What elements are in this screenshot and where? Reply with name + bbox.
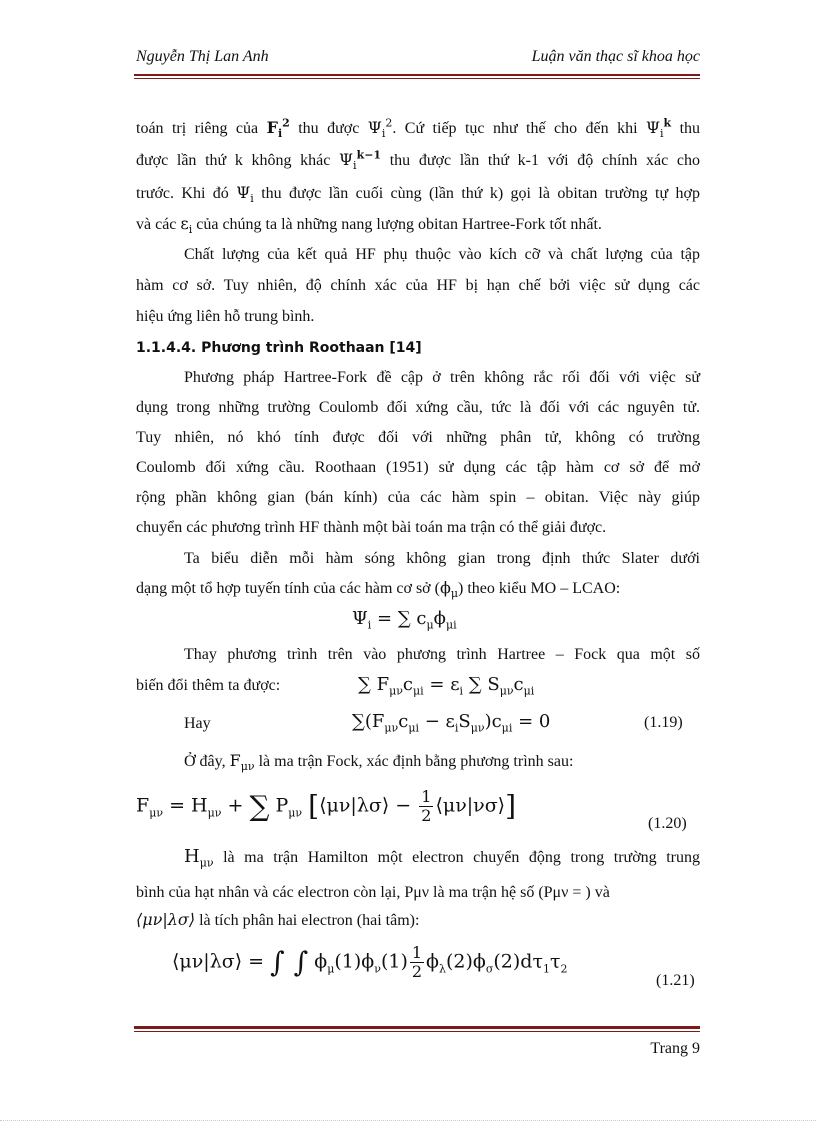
para4-line2: dạng một tổ hợp tuyến tính của các hàm cơ sở $(\phi_\mu)$ theo kiểu MO – LCAO:: [136, 578, 621, 601]
para5-line1: Thay phương trình trên vào phương trình Hartree – Fock qua một số: [184, 646, 700, 663]
page-number: Trang 9: [650, 1040, 700, 1057]
para1-line4: và các $\varepsilon_i$ của chúng ta là những nang lượng obitan Hartree-Fork tốt nhất.: [136, 214, 602, 237]
eqno-121: (1.21): [656, 972, 695, 989]
para1-line2: được lần thứ k không khác $\Psi_i^{k-1}$ thu được lần thứ k-1 với độ chính xác cho: [136, 148, 701, 173]
para2-line2: hàm cơ sở. Tuy nhiên, độ chính xác của HF bị hạn chế bởi việc sử dụng các: [136, 277, 700, 294]
equation-roothaan: ∑ $F_{\mu\nu}c_{\mu i} = \varepsilon_i$ ∑ $S_{\mu\nu}c_{\mu i}$: [358, 674, 535, 698]
para3-line4: Coulomb đối xứng cầu. Roothaan (1951) sử dụng các tập hàm cơ sở để mở: [136, 459, 700, 476]
para3-line5: rộng phần không gian (bán kính) của các hàm spin – obitan. Việc này giúp: [136, 489, 700, 506]
page-bottom-dotted-line: [0, 1120, 816, 1121]
header-rule-thin: [134, 78, 700, 79]
para7-line1: $H_{\mu\nu}$ là ma trận Hamilton một electron chuyển động trong trường trung: [184, 846, 700, 870]
equation-121: ⟨μν|λσ⟩ = ∫ ∫ $\phi_\mu(1)\phi_\nu(1)$ $\frac{1}{2}$ $\phi_\lambda(2)\phi_\sigma(2)d\tau_1\tau_2$: [172, 943, 568, 981]
footer-rule-thin: [134, 1031, 700, 1032]
para5-line2: biến đổi thêm ta được:: [136, 677, 281, 694]
page-header: [136, 48, 700, 70]
para1-line1: toán trị riêng của $F_i^2$ thu được $\Psi_i^2$. Cứ tiếp tục như thế cho đến khi $\Psi_i^k$ thu: [136, 116, 701, 141]
para7-line3: ⟨μν|λσ⟩ là tích phân hai electron (hai tâm):: [136, 910, 420, 929]
equation-119: $\sum(F_{\mu\nu}c_{\mu i} - \varepsilon_iS_{\mu\nu})c_{\mu i} = 0$: [352, 711, 551, 735]
section-heading: 1.1.4.4. Phương trình Roothaan [14]: [136, 340, 422, 356]
header-title: Luận văn thạc sĩ khoa học: [531, 48, 700, 65]
para3-line2: dụng trong những trường Coulomb đối xứng cầu, tức là đối với các nguyên tử.: [136, 399, 700, 416]
para6-line: Ở đây, $F_{\mu\nu}$ là ma trận Fock, xác định bằng phương trình sau:: [184, 751, 574, 774]
para3-line1: Phương pháp Hartree-Fork đề cập ở trên không rắc rối đối với việc sử: [184, 369, 700, 386]
para1-line3: trước. Khi đó $\Psi_i$ thu được lần cuối cùng (lần thứ k) gọi là obitan trường tự hợp: [136, 183, 701, 206]
para4-line1: Ta biểu diễn mỗi hàm sóng không gian trong định thức Slater dưới: [184, 550, 700, 567]
para2-line1: Chất lượng của kết quả HF phụ thuộc vào kích cỡ và chất lượng của tập: [184, 246, 700, 263]
para7-line2: bình của hạt nhân và các electron còn lại, Pμν là ma trận hệ số (Pμν = ) và: [136, 884, 610, 901]
eqno-120: (1.20): [648, 815, 687, 832]
equation-120: $F_{\mu\nu} = H_{\mu\nu}$ + ∑ $P_{\mu\nu}$ [⟨μν|λσ⟩ − $\frac{1}{2}$ ⟨μν|νσ⟩]: [136, 787, 517, 825]
footer-rule: [134, 1026, 700, 1029]
eqno-119: (1.19): [644, 714, 683, 731]
header-rule: [134, 74, 700, 76]
header-author: Nguyễn Thị Lan Anh: [136, 48, 269, 65]
para2-line3: hiệu ứng liên hỗ trung bình.: [136, 308, 315, 325]
para3-line3: Tuy nhiên, nó khó tính được đối với những phân tử, không có trường: [136, 429, 700, 446]
para3-line6: chuyển các phương trình HF thành một bài toán ma trận có thể giải được.: [136, 519, 607, 536]
hay-label: Hay: [184, 715, 211, 732]
equation-lcao: $\Psi_i$ = ∑ $c_\mu\phi_{\mu i}$: [352, 608, 457, 632]
